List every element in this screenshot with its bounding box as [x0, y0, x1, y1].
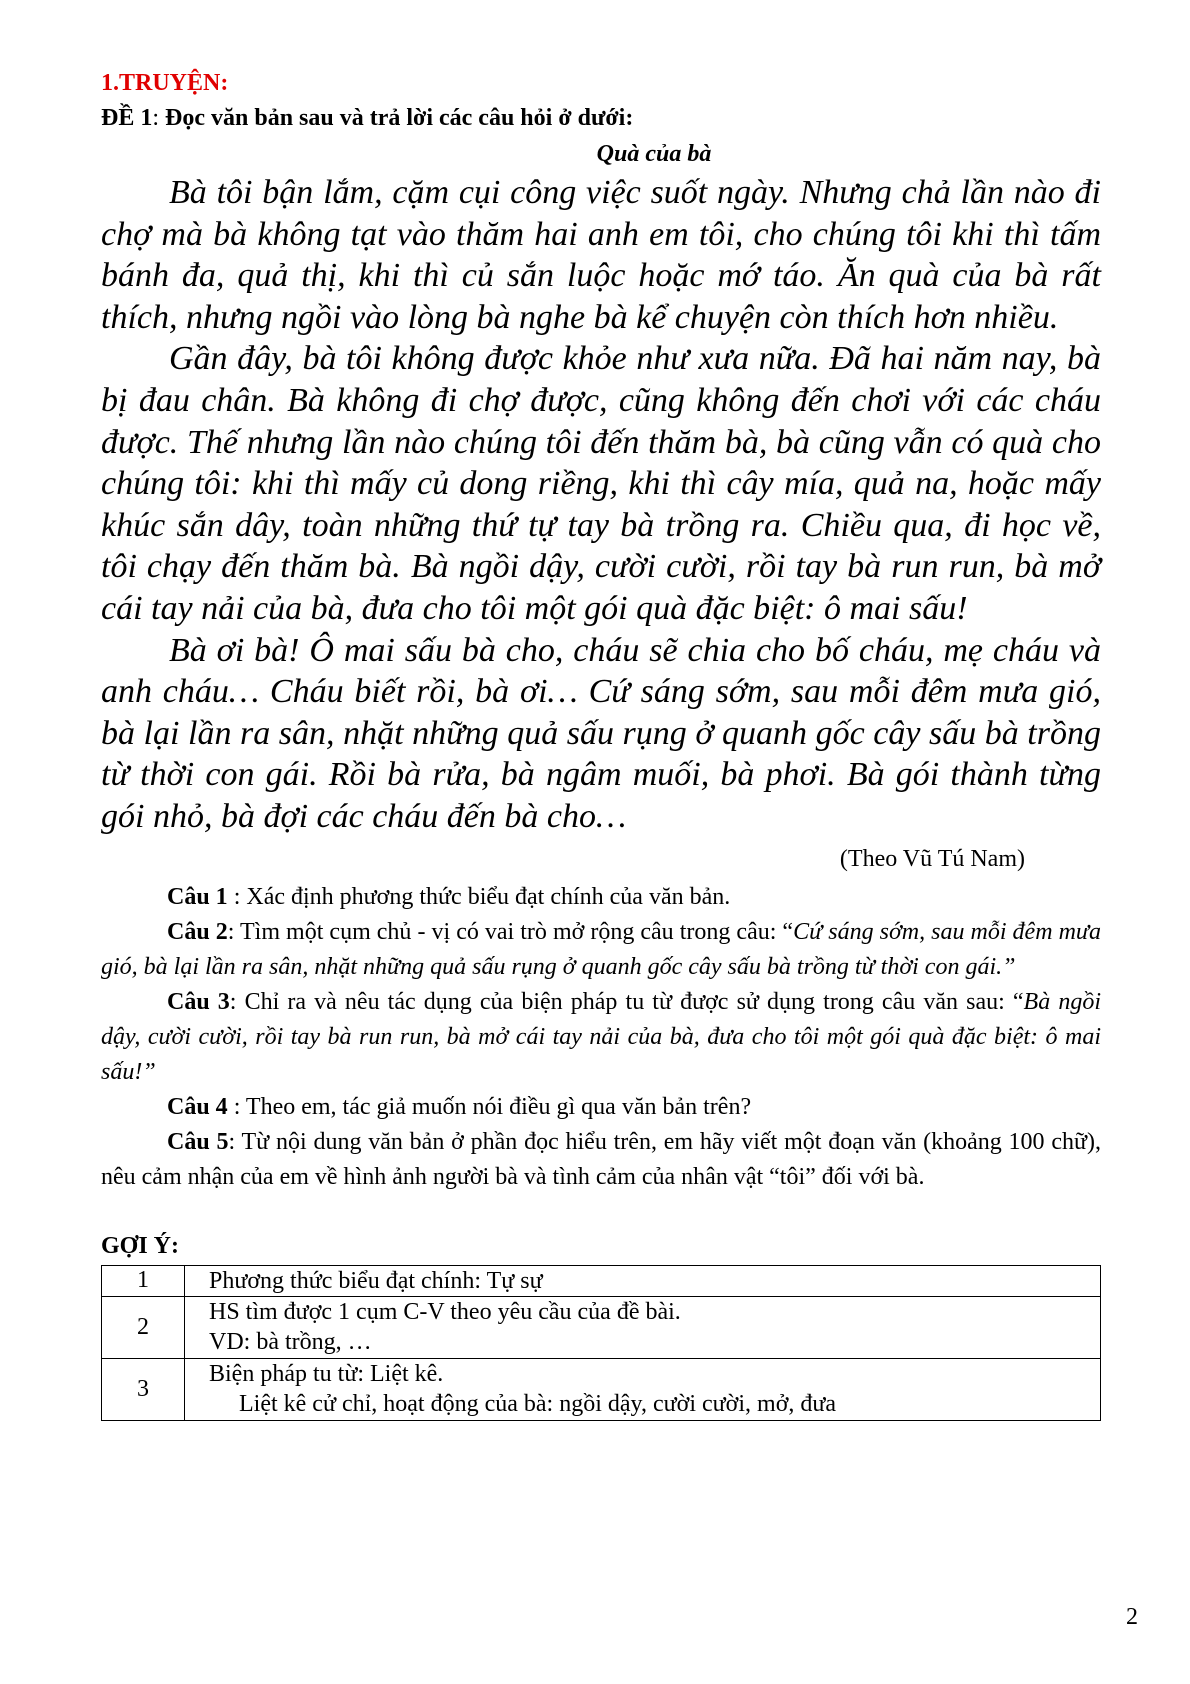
hint-title: GỢI Ý:	[101, 1232, 179, 1259]
row-content	[185, 1358, 1101, 1420]
question-5	[101, 1125, 1101, 1195]
exam-label: ĐỀ 1	[101, 105, 153, 131]
question-2	[101, 915, 1101, 985]
question-quote: Cứ sáng sớm, sau mỗi đêm mưa gió, bà lại lần ra sân, nhặt những quả sấu rụng ở quanh gốc cây sấu bà trồng từ thời con gái.”	[101, 918, 1101, 980]
question-label: Câu 2	[167, 918, 228, 945]
question-separator: :	[229, 988, 245, 1015]
question-1	[101, 880, 1101, 915]
exam-instruction-line: ĐỀ 1: Đọc văn bản sau và trả lời các câu hỏi ở dưới:	[101, 105, 634, 131]
answer-table	[101, 1265, 1101, 1421]
table-row	[102, 1358, 1101, 1420]
story-source: (Theo Vũ Tú Nam)	[839, 845, 1025, 872]
question-text: Tìm một cụm chủ - vị có vai trò mở rộng câu trong câu: “	[240, 918, 794, 945]
question-label: Câu 1	[167, 883, 228, 910]
section-title: 1.TRUYỆN:	[101, 70, 229, 96]
question-separator: :	[227, 883, 247, 910]
row-line: Phương thức biểu đạt chính: Tự sự	[209, 1267, 543, 1294]
table-row	[102, 1265, 1101, 1296]
question-text: Theo em, tác giả muốn nói điều gì qua văn bản trên?	[245, 1093, 752, 1120]
story-paragraph-2: Gần đây, bà tôi không được khỏe như xưa nữa. Đã hai năm nay, bà bị đau chân. Bà không đi chợ được, cũng không đến chơi với các cháu được. Thế nhưng lần nào chúng tôi đến thăm bà, bà cũng vẫn có quà cho chúng tôi: khi thì mấy củ dong riềng, khi thì cây mía, quả na, hoặc mấy khúc sắn dây, toàn những thứ tự tay bà trồng ra. Chiều qua, đi học về, tôi chạy đến thăm bà. Bà ngồi dậy, cười cười, rồi tay bà run run, bà mở cái tay nải của bà, đưa cho tôi một gói quà đặc biệt: ô mai sấu!	[101, 340, 1101, 627]
story-title: Quà của bà	[596, 141, 712, 167]
question-label: Câu 3	[167, 988, 230, 1015]
story-text	[101, 172, 1101, 838]
question-text: Xác định phương thức biểu đạt chính của văn bản.	[246, 883, 731, 910]
question-4	[101, 1090, 1101, 1125]
exam-instruction: Đọc văn bản sau và trả lời các câu hỏi ở dưới:	[165, 105, 634, 131]
row-line: Liệt kê cử chỉ, hoạt động của bà: ngồi dậy, cười cười, mở, đưa	[239, 1391, 837, 1417]
page-number: 2	[1126, 1604, 1138, 1630]
question-text: Chỉ ra và nêu tác dụng của biện pháp tu từ được sử dụng trong câu văn sau: “	[244, 988, 1024, 1015]
document-page	[101, 66, 1101, 1421]
question-label: Câu 5	[167, 1128, 229, 1155]
row-content	[185, 1265, 1101, 1296]
question-separator: :	[228, 1128, 242, 1155]
question-label: Câu 4	[167, 1093, 228, 1120]
row-line: Biện pháp tu từ: Liệt kê.	[209, 1361, 444, 1387]
row-line: HS tìm được 1 cụm C-V theo yêu cầu của đề bài.	[209, 1299, 681, 1325]
story-paragraph-3: Bà ơi bà! Ô mai sấu bà cho, cháu sẽ chia cho bố cháu, mẹ cháu và anh cháu… Cháu biết rồi, bà ơi… Cứ sáng sớm, sau mỗi đêm mưa gió, bà lại lần ra sân, nhặt những quả sấu rụng ở quanh gốc cây sấu bà trồng từ thời con gái. Rồi bà rửa, bà ngâm muối, bà phơi. Bà gói thành từng gói nhỏ, bà đợi các cháu đến bà cho…	[101, 631, 1101, 835]
row-number: 1	[102, 1265, 185, 1296]
table-row	[102, 1296, 1101, 1358]
story-paragraph-1: Bà tôi bận lắm, cặm cụi công việc suốt ngày. Nhưng chả lần nào đi chợ mà bà không tạt vào thăm hai anh em tôi, cho chúng tôi khi thì tấm bánh đa, quả thị, khi thì củ sắn luộc hoặc mớ táo. Ăn quà của bà rất thích, nhưng ngồi vào lòng bà nghe bà kể chuyện còn thích hơn nhiều.	[101, 174, 1101, 336]
question-separator: :	[227, 918, 240, 945]
row-number: 3	[102, 1358, 185, 1420]
row-number: 2	[102, 1296, 185, 1358]
row-content	[185, 1296, 1101, 1358]
question-list	[101, 880, 1101, 1195]
question-text: Từ nội dung văn bản ở phần đọc hiểu trên, em hãy viết một đoạn văn (khoảng 100 chữ), nêu cảm nhận của em về hình ảnh người bà và tình cảm của nhân vật “tôi” đối với bà.	[101, 1128, 1101, 1190]
question-separator: :	[227, 1093, 246, 1120]
row-line: VD: bà trồng, …	[209, 1329, 372, 1355]
question-quote: Bà ngồi dậy, cười cười, rồi tay bà run run, bà mở cái tay nải của bà, đưa cho tôi một gói quà đặc biệt: ô mai sấu!”	[101, 988, 1101, 1085]
question-3	[101, 985, 1101, 1090]
